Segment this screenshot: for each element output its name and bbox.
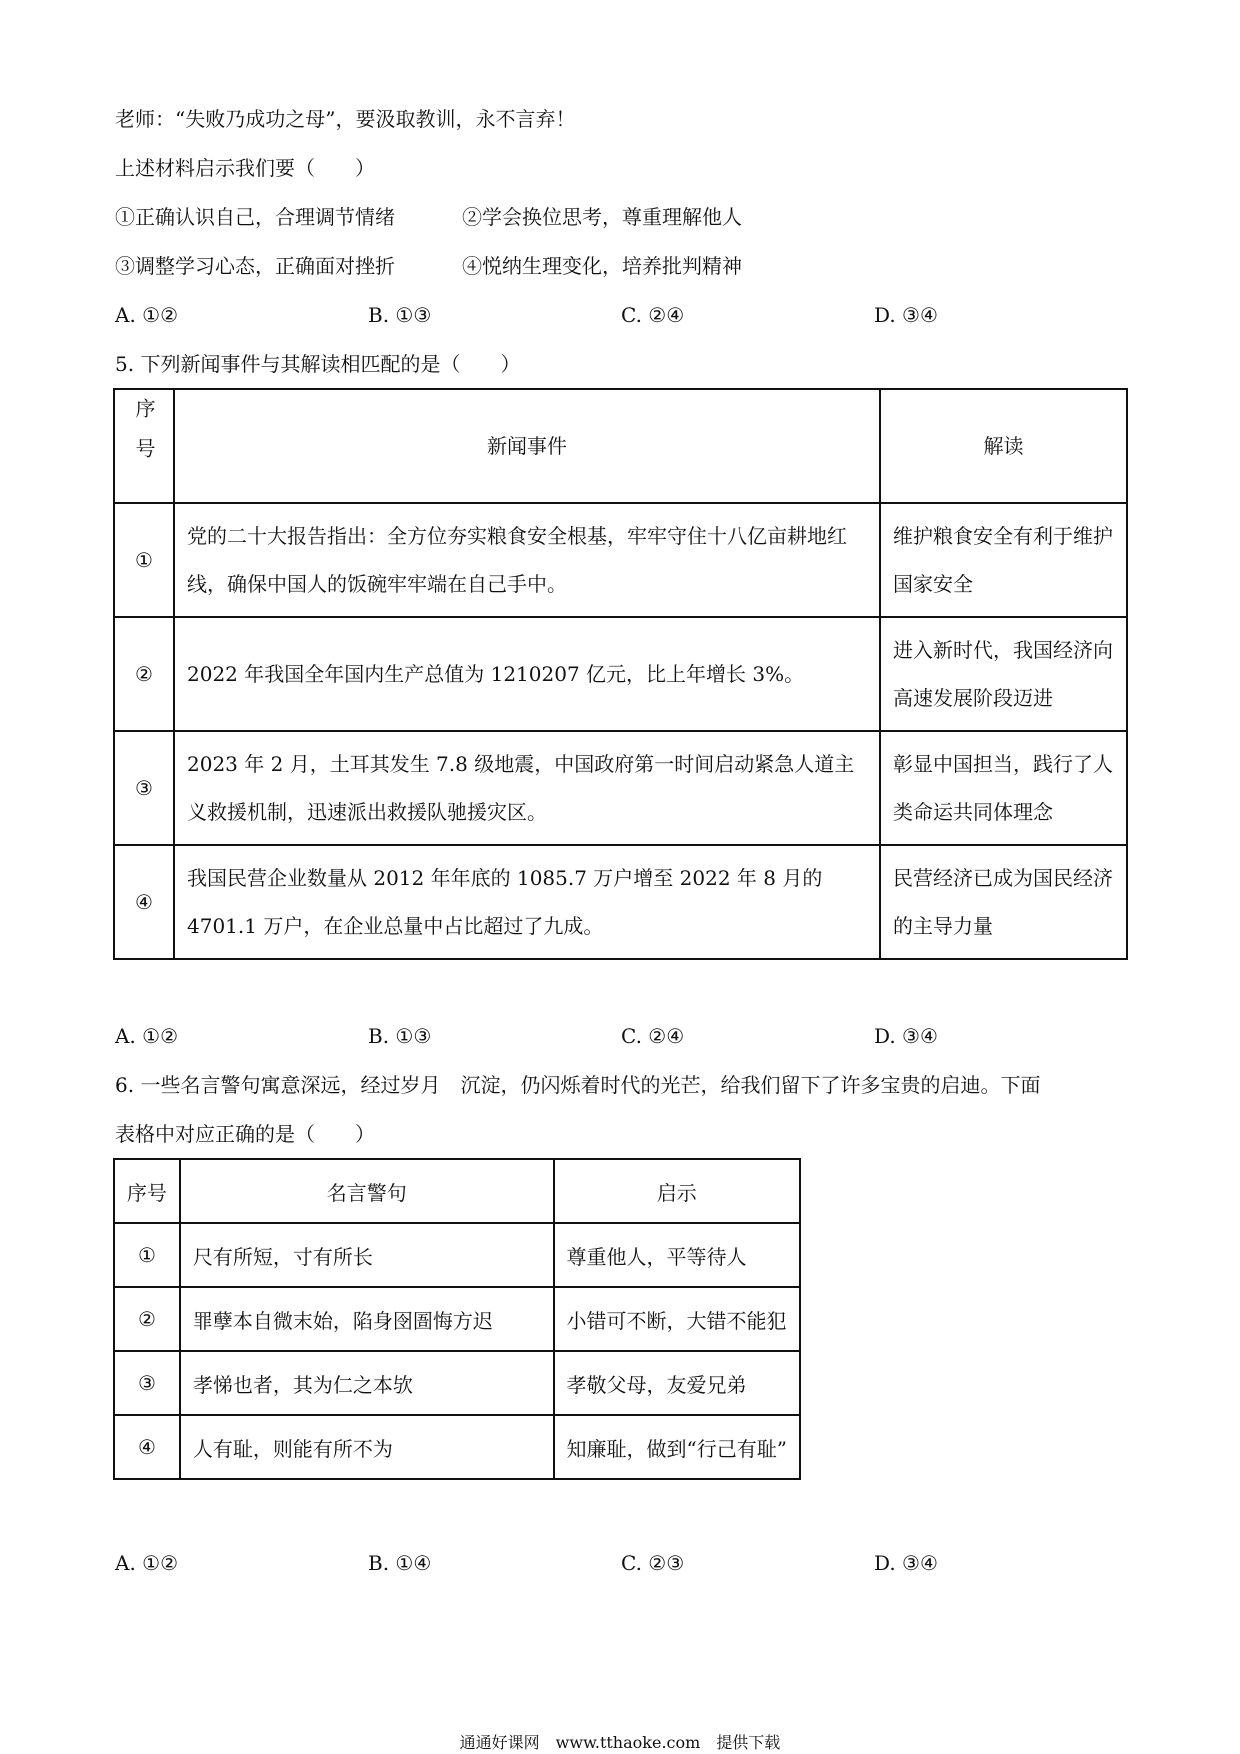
q5-row-event: 党的二十大报告指出：全方位夯实粮食安全根基，牢牢守住十八亿亩耕地红线，确保中国人的饭碗牢牢端在自己手中。 (174, 503, 880, 617)
q5-option-a: A. ①② (115, 1024, 179, 1048)
q5-options (115, 1023, 955, 1049)
q5-row-interp: 彰显中国担当，践行了人类命运共同体理念 (880, 731, 1127, 845)
q5-header-row (114, 389, 1127, 503)
table-row (114, 1223, 800, 1287)
q4-statement-4: ④悦纳生理变化，培养批判精神 (462, 254, 742, 278)
q5-row-interp: 维护粮食安全有利于维护国家安全 (880, 503, 1127, 617)
q6-row-insight: 知廉耻，做到“行己有耻” (554, 1415, 800, 1479)
q6-row-insight: 孝敬父母，友爱兄弟 (554, 1351, 800, 1415)
q4-option-d: D. ③④ (874, 303, 938, 327)
q5-option-d: D. ③④ (874, 1024, 938, 1048)
q6-header-num: 序号 (114, 1159, 180, 1223)
q6-row-insight: 小错可不断，大错不能犯 (554, 1287, 800, 1351)
q5-stem: 5. 下列新闻事件与其解读相匹配的是（ ） (115, 352, 521, 376)
q5-header-interp: 解读 (880, 389, 1127, 503)
table-row (114, 731, 1127, 845)
q5-header-event: 新闻事件 (174, 389, 880, 503)
q6-row-quote: 人有耻，则能有所不为 (180, 1415, 554, 1479)
page-footer: 通通好课网 www.tthaoke.com 提供下载 (459, 1733, 781, 1752)
q5-row-num: ① (114, 503, 174, 617)
q4-option-b: B. ①③ (368, 303, 432, 327)
q6-option-d: D. ③④ (874, 1551, 938, 1575)
q6-header-insight: 启示 (554, 1159, 800, 1223)
q6-option-c: C. ②③ (621, 1551, 685, 1575)
table-row (114, 1351, 800, 1415)
q5-option-b: B. ①③ (368, 1024, 432, 1048)
q5-row-num: ② (114, 617, 174, 731)
table-row (114, 845, 1127, 959)
q5-row-num: ③ (114, 731, 174, 845)
table-row (114, 503, 1127, 617)
q5-row-event: 我国民营企业数量从 2012 年年底的 1085.7 万户增至 2022 年 8 月的 4701.1 万户，在企业总量中占比超过了九成。 (174, 845, 880, 959)
q4-option-a: A. ①② (115, 303, 179, 327)
q6-row-quote: 尺有所短，寸有所长 (180, 1223, 554, 1287)
q6-option-b: B. ①④ (368, 1551, 432, 1575)
q5-row-interp: 民营经济已成为国民经济的主导力量 (880, 845, 1127, 959)
q6-quotes-table (113, 1158, 801, 1480)
q5-option-c: C. ②④ (621, 1024, 685, 1048)
q5-row-event: 2023 年 2 月，土耳其发生 7.8 级地震，中国政府第一时间启动紧急人道主义救援机制，迅速派出救援队驰援灾区。 (174, 731, 880, 845)
q4-option-c: C. ②④ (621, 303, 685, 327)
q5-row-interp: 进入新时代，我国经济向高速发展阶段迈进 (880, 617, 1127, 731)
q4-statement-2: ②学会换位思考，尊重理解他人 (462, 205, 742, 229)
table-row (114, 1287, 800, 1351)
q4-statement-1: ①正确认识自己，合理调节情绪 (115, 205, 395, 229)
q5-row-event: 2022 年我国全年国内生产总值为 1210207 亿元，比上年增长 3%。 (174, 617, 880, 731)
q4-teacher-line: 老师：“失败乃成功之母”，要汲取教训，永不言弃！ (115, 107, 576, 131)
q5-news-table (113, 388, 1128, 960)
q4-options (115, 302, 955, 328)
q6-row-num: ③ (114, 1351, 180, 1415)
q4-statement-3: ③调整学习心态，正确面对挫折 (115, 254, 395, 278)
q5-header-num: 序号 (114, 389, 174, 503)
q6-header-quote: 名言警句 (180, 1159, 554, 1223)
q4-stem: 上述材料启示我们要（ ） (115, 156, 375, 180)
q6-stem-line1: 6. 一些名言警句寓意深远，经过岁月 沉淀，仍闪烁着时代的光芒，给我们留下了许多宝贵的启迪。下面 (115, 1073, 1041, 1097)
q6-row-quote: 孝悌也者，其为仁之本欤 (180, 1351, 554, 1415)
q6-row-num: ① (114, 1223, 180, 1287)
q6-stem-line2: 表格中对应正确的是（ ） (115, 1122, 375, 1146)
q6-row-quote: 罪孽本自微末始，陷身囹圄悔方迟 (180, 1287, 554, 1351)
table-row (114, 1415, 800, 1479)
q5-row-num: ④ (114, 845, 174, 959)
q6-row-num: ④ (114, 1415, 180, 1479)
q6-header-row (114, 1159, 800, 1223)
table-row (114, 617, 1127, 731)
q6-row-num: ② (114, 1287, 180, 1351)
q6-options (115, 1550, 955, 1576)
q6-option-a: A. ①② (115, 1551, 179, 1575)
q6-row-insight: 尊重他人，平等待人 (554, 1223, 800, 1287)
